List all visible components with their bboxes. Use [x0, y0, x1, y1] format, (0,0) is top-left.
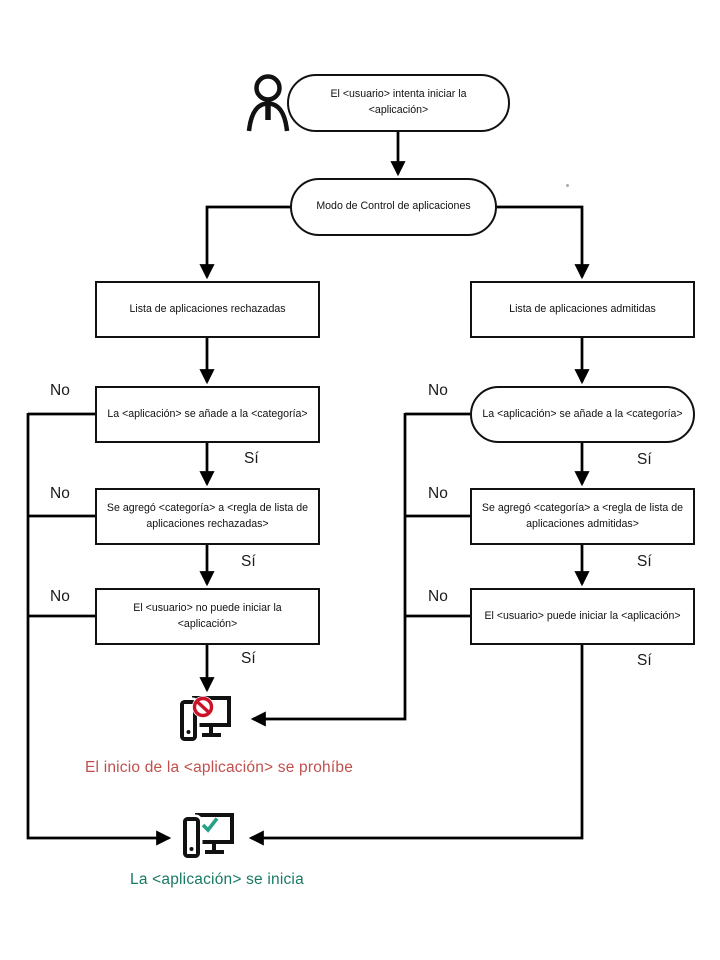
- node-allow-category-label: La <aplicación> se añade a la <categoría>: [482, 407, 683, 420]
- edge-label-no: No: [50, 588, 70, 605]
- edge-label-no: No: [50, 382, 70, 399]
- outcome-blocked-text: El inicio de la <aplicación> se prohíbe: [85, 759, 354, 776]
- node-deny-category: [95, 386, 320, 443]
- edge-allowresult-yes-to-started: [251, 645, 582, 838]
- edge-label-yes: Sí: [637, 553, 652, 570]
- edge-label-no: No: [428, 588, 448, 605]
- edge-label-no: No: [50, 485, 70, 502]
- node-deny-result: [95, 588, 320, 645]
- edge-label-yes: Sí: [244, 450, 259, 467]
- edge-label-yes: Sí: [637, 652, 652, 669]
- node-mode: [290, 178, 497, 236]
- outcome-started-text: La <aplicación> se inicia: [130, 871, 304, 888]
- node-deny-result-label: El <usuario> no puede iniciar la <aplicación>: [133, 601, 282, 630]
- node-allow-result: [470, 588, 695, 645]
- edge-mode-to-allowlist: [496, 207, 582, 277]
- node-mode-label: Modo de Control de aplicaciones: [316, 200, 471, 213]
- node-allow-result-label: El <usuario> puede iniciar la <aplicación>: [484, 609, 681, 622]
- edge-label-yes: Sí: [637, 451, 652, 468]
- node-start-label: El <usuario> intenta iniciar la <aplicación>: [330, 88, 467, 116]
- node-deny-rule: [95, 488, 320, 545]
- edge-allow-no-collector-to-blocked: [253, 413, 405, 719]
- node-allow-category: [470, 386, 695, 443]
- stray-dot: [566, 184, 569, 187]
- edge-label-no: No: [428, 485, 448, 502]
- node-denylist-label: Lista de aplicaciones rechazadas: [129, 302, 286, 315]
- node-allow-rule-label: Se agregó <categoría> a <regla de lista de aplicaciones admitidas>: [481, 501, 684, 530]
- node-allow-rule: [470, 488, 695, 545]
- node-allowlist: [470, 281, 695, 338]
- computer-started-icon: [182, 812, 236, 860]
- edge-label-yes: Sí: [241, 553, 256, 570]
- computer-blocked-icon: [178, 694, 234, 744]
- edge-mode-to-denylist: [207, 207, 291, 277]
- node-allowlist-label: Lista de aplicaciones admitidas: [509, 302, 656, 315]
- node-deny-rule-label: Se agregó <categoría> a <regla de lista de aplicaciones rechazadas>: [106, 501, 309, 530]
- node-start: [287, 74, 510, 132]
- edge-label-yes: Sí: [241, 650, 256, 667]
- node-denylist: [95, 281, 320, 338]
- edge-label-no: No: [428, 382, 448, 399]
- node-deny-category-label: La <aplicación> se añade a la <categoría>: [107, 407, 308, 420]
